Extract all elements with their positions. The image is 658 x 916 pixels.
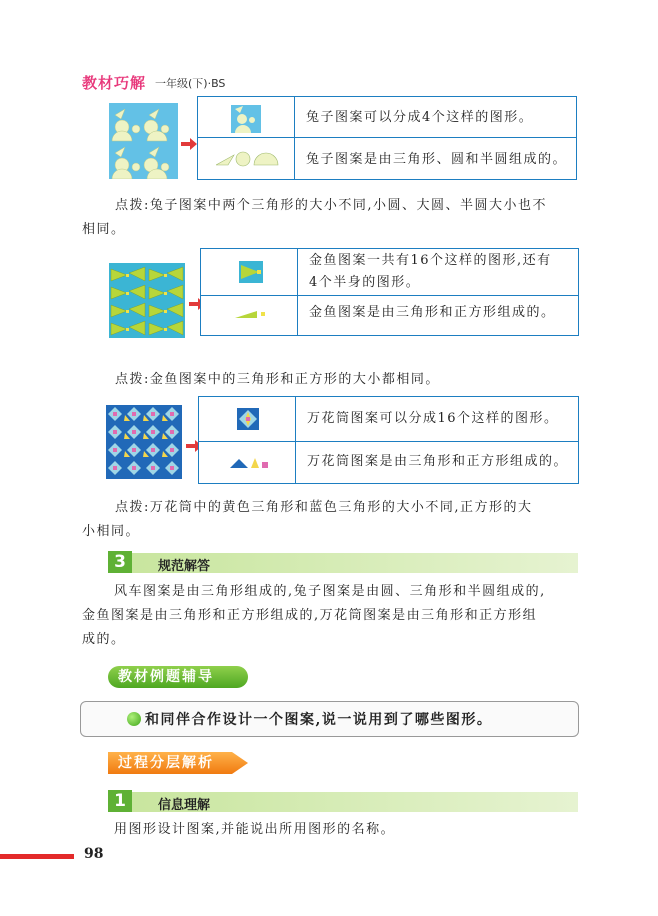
goldfish-unit-image: [239, 261, 263, 283]
kaleidoscope-row1-text: 万花筒图案可以分成16个这样的图形。: [307, 411, 559, 426]
goldfish-pattern-image: [109, 263, 185, 338]
kaleidoscope-shapes-image: [230, 455, 270, 469]
section1-line1: 用图形设计图案,并能说出所用图形的名称。: [114, 822, 396, 837]
rabbit-pattern-image: [109, 103, 178, 179]
question-text: 和同伴合作设计一个图案,说一说用到了哪些图形。: [145, 712, 493, 728]
rabbit-row2-text: 兔子图案是由三角形、圆和半圆组成的。: [306, 152, 568, 167]
example-banner: 教材例题辅导: [108, 666, 248, 688]
goldfish-analysis-table: [200, 248, 579, 336]
tip3-line1: 点拨:万花筒中的黄色三角形和蓝色三角形的大小不同,正方形的大: [115, 500, 533, 515]
question-box: [80, 701, 579, 737]
green-dot-icon: [127, 712, 141, 726]
grade-label: 一年级(下)·BS: [155, 77, 226, 90]
book-title: 教材巧解: [82, 74, 147, 92]
goldfish-shapes-image: [235, 309, 267, 319]
kaleidoscope-pattern-image: [106, 405, 182, 479]
page-number: 98: [84, 846, 104, 862]
goldfish-row2-text: 金鱼图案是由三角形和正方形组成的。: [309, 305, 556, 320]
kaleidoscope-unit-image: [237, 408, 259, 430]
rabbit-analysis-table: [197, 96, 577, 180]
tip1-line1: 点拨:兔子图案中两个三角形的大小不同,小圆、大圆、半圆大小也不: [115, 198, 548, 213]
section3-title: 规范解答: [158, 559, 211, 574]
tip1-line2: 相同。: [82, 222, 126, 237]
rabbit-unit-image: [231, 105, 261, 133]
section1-title: 信息理解: [158, 798, 211, 813]
section3-line1: 风车图案是由三角形组成的,兔子图案是由圆、三角形和半圆组成的,: [114, 584, 546, 599]
kaleidoscope-row2-text: 万花筒图案是由三角形和正方形组成的。: [307, 454, 569, 469]
kaleidoscope-analysis-table: [198, 396, 579, 484]
section3-line3: 成的。: [82, 632, 126, 647]
tip2-line1: 点拨:金鱼图案中的三角形和正方形的大小都相同。: [115, 372, 440, 387]
arrow-right-icon: [181, 138, 197, 150]
section3-number: 3: [108, 551, 132, 573]
rabbit-row1-text: 兔子图案可以分成4个这样的图形。: [306, 110, 534, 125]
process-banner: 过程分层解析: [118, 755, 214, 771]
tip3-line2: 小相同。: [82, 524, 141, 539]
goldfish-row1-text-b: 4个半身的图形。: [309, 275, 421, 290]
section1-number: 1: [108, 790, 132, 812]
section3-line2: 金鱼图案是由三角形和正方形组成的,万花筒图案是由三角形和正方形组: [82, 608, 538, 623]
rabbit-shapes-image: [216, 147, 280, 169]
page-bar: [0, 854, 74, 859]
goldfish-row1-text-a: 金鱼图案一共有16个这样的图形,还有: [309, 253, 552, 268]
